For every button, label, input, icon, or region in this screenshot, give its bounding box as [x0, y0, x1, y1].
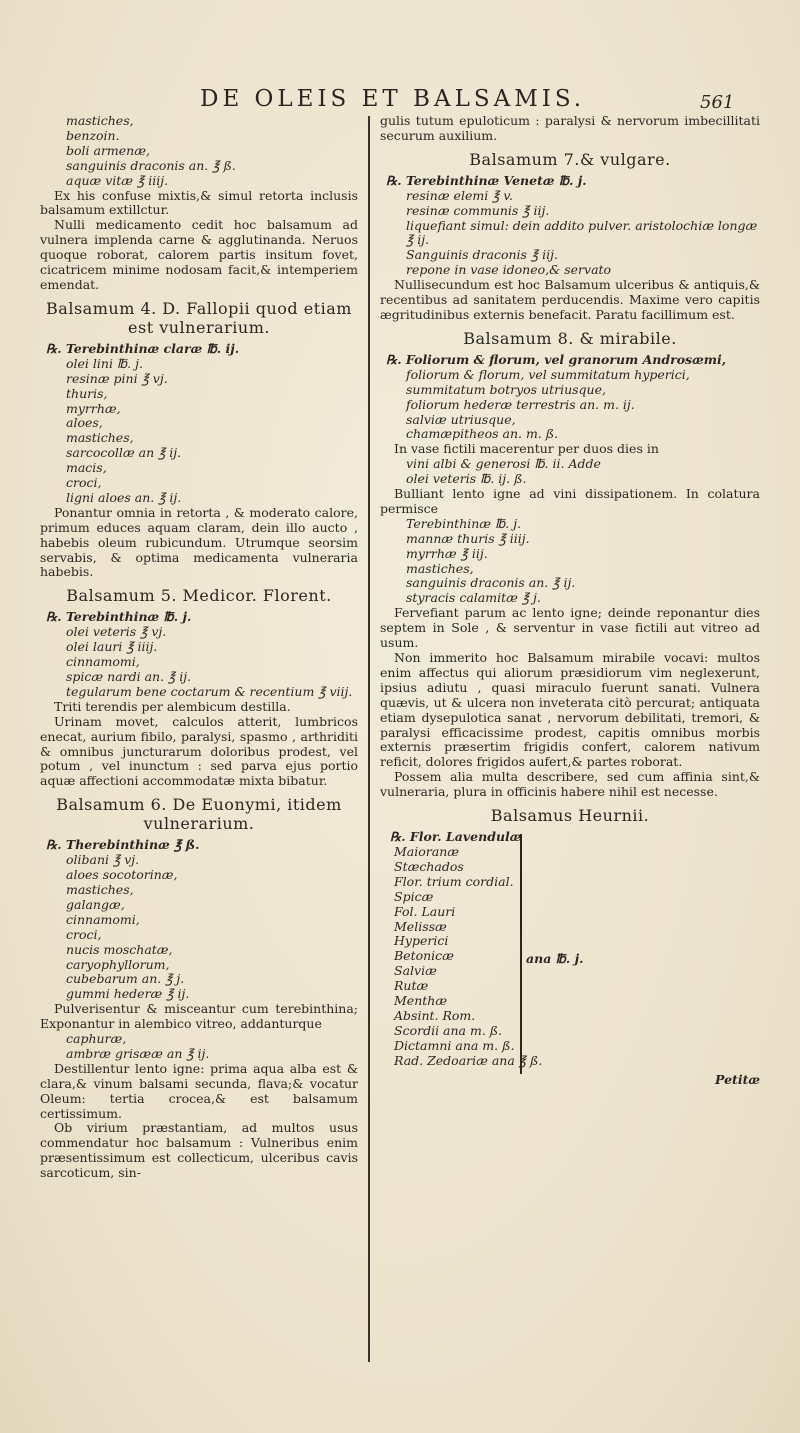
recipe-line: ℞. Terebinthinæ claræ ℔. ij.: [46, 340, 240, 356]
ingredient-line: mastiches,: [66, 430, 134, 446]
section-heading: Balsamus Heurnii.: [490, 806, 650, 826]
ingredient-line: aloes socotorinæ,: [66, 867, 178, 883]
recipe-line: ℞. Terebinthinæ Venetæ ℔. j.: [386, 172, 587, 188]
paragraph: Triti terendis per alembicum destilla.: [54, 698, 291, 714]
ingredient-line: olibani ℥ vj.: [66, 852, 140, 868]
page-number: 561: [700, 92, 735, 113]
ingredient-line: olei lauri ℥ iiij.: [66, 639, 158, 655]
heurnii-additional-list: [384, 1024, 760, 1069]
heurnii-ingredient-list: [384, 845, 760, 1024]
ingredient-line: sanguinis draconis an. ℥ ß.: [66, 157, 236, 173]
ingredient-line: ambræ grisææ an ℥ ij.: [66, 1045, 210, 1061]
ingredient-line: sanguinis draconis an. ℥ ij.: [406, 575, 576, 591]
heurnii-ingredient: Flor. trium cordial.: [394, 873, 514, 889]
paragraph: Ex his confuse mixtis,& simul retorta inclusis balsamum extillctur.: [40, 187, 358, 218]
section-heading: Balsamum 4. D. Fallopii quod etiam est vulnerarium.: [46, 298, 352, 337]
ingredient-line: croci,: [66, 926, 102, 942]
ingredient-line: mannæ thuris ℥ iiij.: [406, 530, 530, 546]
section-heading: Balsamum 6. De Euonymi, itidem vulnerarium.: [56, 795, 342, 834]
ingredient-line: aquæ vitæ ℥ iiij.: [66, 172, 169, 188]
paragraph: Possem alia multa describere, sed cum affinia sint,& vulneraria, plura in officinis habere nihil est necesse.: [380, 769, 760, 800]
heurnii-ingredient: Stæchados: [394, 858, 464, 874]
paragraph: Nullisecundum est hoc Balsamum ulceribus & antiquis,& recentibus ad sanitatem perducendis. Maxime vero capitis ægritudinibus externis benefacit. Paratu facillimum est.: [380, 277, 760, 322]
section-heading: Balsamum 8. & mirabile.: [463, 328, 677, 348]
paragraph: Destillentur lento igne: prima aqua alba est & clara,& vinum balsami secunda, flava;& vocatur Oleum: tertia crocea,& est balsamum certissimum.: [40, 1060, 358, 1121]
heurnii-recipe: [380, 830, 760, 1069]
heurnii-ingredient: Betonicæ: [394, 948, 454, 964]
ingredient-line: spicæ nardi an. ℥ ij.: [66, 669, 192, 684]
heurnii-ingredient: Scordii ana m. ß.: [394, 1022, 503, 1038]
right-column-text: [380, 114, 760, 825]
ingredient-line: repone in vase idoneo,& servato: [406, 262, 612, 278]
ingredient-line: resinæ elemi ℥ v.: [406, 187, 513, 203]
right-column: [380, 114, 760, 1087]
ingredient-line: chamæpitheos an. m. ß.: [406, 426, 559, 442]
column-rule: [368, 116, 370, 1362]
paragraph: Non immerito hoc Balsamum mirabile vocavi: multos enim affectus qui aliorum præsidiorum vim neglexerunt, ipsius adiutu , quasi miraculo fuerunt sanati. Vulnera quævis, ut & ulcera non inveterata citò percurat; antiquata etiam dysepulotica sanat , nervorum debilitati, tremori, & paralysi efficacissime prodest, capitis omnibus morbis externis præsertim frigidis confert, calorem nativum reficit, dolores frigidos aufert,& partes roborat.: [380, 650, 760, 770]
paragraph: gulis tutum epuloticum : paralysi & nervorum imbecillitati securum auxilium.: [380, 113, 760, 143]
ingredient-line: vini albi & generosi ℔. ii. Adde: [406, 456, 601, 472]
ingredient-line: styracis calamitæ ℥ j.: [406, 590, 541, 606]
ingredient-line: cinnamomi,: [66, 911, 140, 927]
ingredient-line: olei veteris ℥ vj.: [66, 624, 167, 640]
ingredient-line: cubebarum an. ℥ j.: [66, 971, 185, 987]
ingredient-line: mastiches,: [66, 113, 134, 128]
ingredient-line: sarcocollæ an ℥ ij.: [66, 445, 182, 461]
paragraph: Bulliant lento igne ad vini dissipationem. In colatura permisce: [380, 486, 760, 516]
paragraph: Urinam movet, calculos atterit, lumbricos enecat, aurium fibilo, paralysi, spasmo , arthriditi & omnibus juncturarum doloribus prodest, vel potum , vel inunctum : sed parva ejus portio aquæ affectioni accommodatæ mixta bibatur.: [40, 713, 358, 789]
ingredient-line: aloes,: [66, 415, 103, 431]
heurnii-first-ingredient: ℞. Flor. Lavendulæ: [390, 829, 522, 845]
ingredient-line: salviæ utriusque,: [406, 411, 516, 427]
ingredient-line: liquefiant simul: dein addito pulver. aristolochiæ longæ ℥ ij.: [406, 217, 758, 248]
ingredient-line: gummi hederæ ℥ ij.: [66, 986, 190, 1002]
ingredient-line: nucis moschatæ,: [66, 941, 173, 957]
heurnii-ingredient: Maioranæ: [394, 843, 460, 859]
ingredient-line: boli armenæ,: [66, 142, 150, 158]
paragraph: Nulli medicamento cedit hoc balsamum ad vulnera implenda carne & agglutinanda. Neruos quoque roborat, calorem partis insitum fovet, cicatricem minime nodosam facit,& intemperiem emendat.: [40, 217, 358, 292]
heurnii-ingredient: Hyperici: [394, 933, 449, 949]
ingredient-line: Terebinthinæ ℔. j.: [406, 515, 522, 531]
ingredient-line: caryophyllorum,: [66, 956, 170, 972]
heurnii-ingredient: Fol. Lauri: [394, 903, 456, 919]
paragraph: Ob virium præstantiam, ad multos usus commendatur hoc balsamum : Vulneribus enim præsentissimum est collecticum, ulceribus cavis sarcoticum, sin-: [40, 1120, 358, 1181]
ingredient-line: cinnamomi,: [66, 654, 140, 670]
ingredient-line: resinæ communis ℥ iij.: [406, 202, 550, 218]
section-heading: Balsamum 7.& vulgare.: [469, 149, 671, 169]
ingredient-line: macis,: [66, 460, 107, 476]
recipe-line: ℞. Foliorum & florum, vel granorum Androsæmi,: [386, 351, 727, 367]
heurnii-ingredient: Absint. Rom.: [394, 1007, 476, 1023]
paragraph: Pulverisentur & misceantur cum terebinthina; Exponantur in alembico vitreo, addanturque: [40, 1001, 358, 1032]
ingredient-line: olei veteris ℔. ij. ß.: [406, 471, 527, 487]
ingredient-line: foliorum hederæ terrestris an. m. ij.: [406, 396, 635, 412]
ingredient-line: resinæ pini ℥ vj.: [66, 370, 168, 386]
ingredient-line: croci,: [66, 475, 102, 491]
heurnii-ingredient: Rad. Zedoariæ ana ℥ ß.: [394, 1052, 543, 1068]
ingredient-line: summitatum botryos utriusque,: [406, 381, 606, 397]
ingredient-line: myrrhæ ℥ iij.: [406, 545, 488, 561]
catchword: Petitæ: [715, 1071, 760, 1087]
ingredient-line: foliorum & florum, vel summitatum hyperici,: [406, 366, 690, 382]
ingredient-line: olei lini ℔. j.: [66, 355, 143, 371]
ingredient-line: benzoin.: [66, 127, 120, 143]
heurnii-ingredient: Dictamni ana m. ß.: [394, 1037, 515, 1053]
heurnii-ingredient: Melissæ: [394, 918, 447, 934]
ingredient-line: caphuræ,: [66, 1031, 127, 1047]
heurnii-ingredient: Salviæ: [394, 963, 437, 979]
heurnii-ingredient: Rutæ: [394, 978, 429, 994]
ingredient-line: mastiches,: [66, 881, 134, 897]
heurnii-ingredient: Spicæ: [394, 888, 434, 904]
recipe-line: ℞. Therebinthinæ ℥ ß.: [46, 837, 200, 853]
running-head: DE OLEIS ET BALSAMIS.: [200, 86, 586, 112]
paragraph: Fervefiant parum ac lento igne; deinde reponantur dies septem in Sole , & serventur in vase fictili aut vitreo ad usum.: [380, 605, 760, 651]
paragraph: Ponantur omnia in retorta , & moderato calore, primum educes aquam claram, dein illo aucto , habebis oleum rubicundum. Utrumque seorsim servabis, & optima medicamenta vulneraria habebis.: [40, 504, 358, 580]
ana-quantity: ana ℔. j.: [526, 951, 584, 967]
ingredient-line: Sanguinis draconis ℥ iij.: [406, 247, 558, 263]
left-column: [40, 114, 358, 1181]
ingredient-line: ligni aloes an. ℥ ij.: [66, 489, 182, 505]
heurnii-ingredient: Menthæ: [394, 993, 448, 1009]
ingredient-line: myrrhæ,: [66, 400, 121, 416]
ingredient-line: mastiches,: [406, 560, 474, 576]
ingredient-line: galangæ,: [66, 896, 125, 912]
recipe-line: ℞. Terebinthinæ ℔. j.: [46, 609, 192, 625]
section-heading: Balsamum 5. Medicor. Florent.: [66, 586, 332, 606]
ingredient-line: tegularum bene coctarum & recentium ℥ viij.: [66, 683, 353, 699]
brace: [512, 834, 522, 1074]
ingredient-line: thuris,: [66, 385, 108, 401]
paragraph: In vase fictili macerentur per duos dies in: [394, 441, 659, 457]
